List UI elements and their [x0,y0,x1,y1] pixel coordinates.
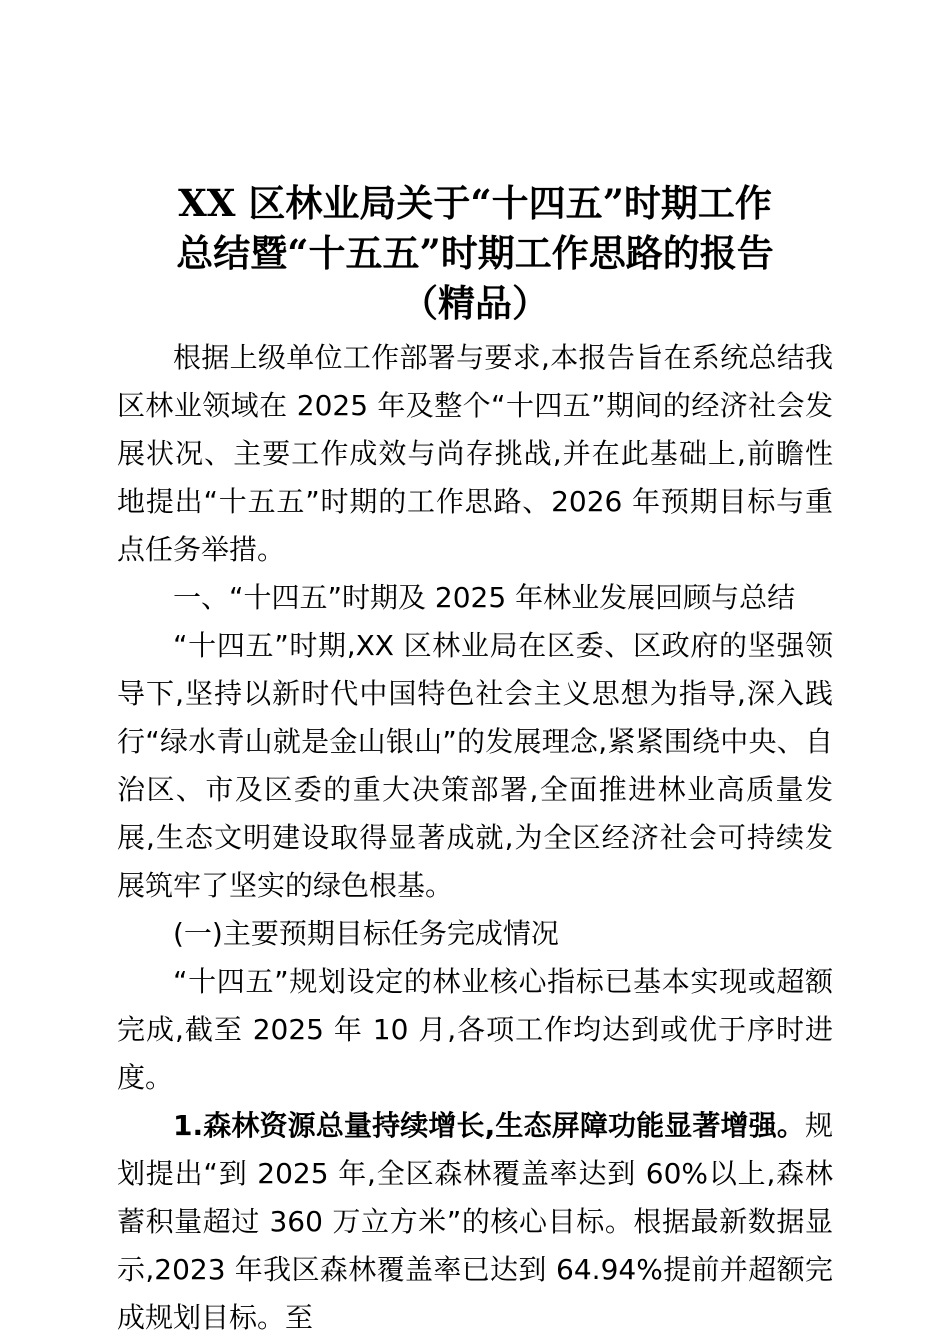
document-title [117,178,833,328]
subsection1-paragraph: “十四五”规划设定的林业核心指标已基本实现或超额完成,截至 2025 年 10 月,各项工作均达到或优于序时进度。 [117,965,833,1094]
document-title-line-2: 总结暨“十五五”时期工作思路的报告 [176,231,774,275]
item1-paragraph [117,1102,833,1342]
item1-text: 规划提出“到 2025 年,全区森林覆盖率达到 60%以上,森林蓄积量超过 360 万立方米”的核心目标。根据最新数据显示,2023 年我区森林覆盖率已达到 64.94%提前并超额完成规划目标。至 [117,1109,833,1334]
item1-bold-lead: 1.森林资源总量持续增长,生态屏障功能显著增强。 [173,1109,805,1142]
document-title-line-1: XX 区林业局关于“十四五”时期工作 [178,181,772,225]
section1-paragraph: “十四五”时期,XX 区林业局在区委、区政府的坚强领导下,坚持以新时代中国特色社会主义思想为指导,深入践行“绿水青山就是金山银山”的发展理念,紧紧围绕中央、自治区、市及区委的重大决策部署,全面推进林业高质量发展,生态文明建设取得显著成就,为全区经济社会可持续发展筑牢了坚实的绿色根基。 [117,629,833,902]
document-title-line-3: （精品） [401,281,549,325]
paragraph-intro: 根据上级单位工作部署与要求,本报告旨在系统总结我区林业领域在 2025 年及整个“十四五”期间的经济社会发展状况、主要工作成效与尚存挑战,并在此基础上,前瞻性地提出“十五五”时期的工作思路、2026 年预期目标与重点任务举措。 [117,341,833,566]
section1-heading: 一、“十四五”时期及 2025 年林业发展回顾与总结 [173,581,796,614]
subsection1-heading: (一)主要预期目标任务完成情况 [173,917,559,950]
